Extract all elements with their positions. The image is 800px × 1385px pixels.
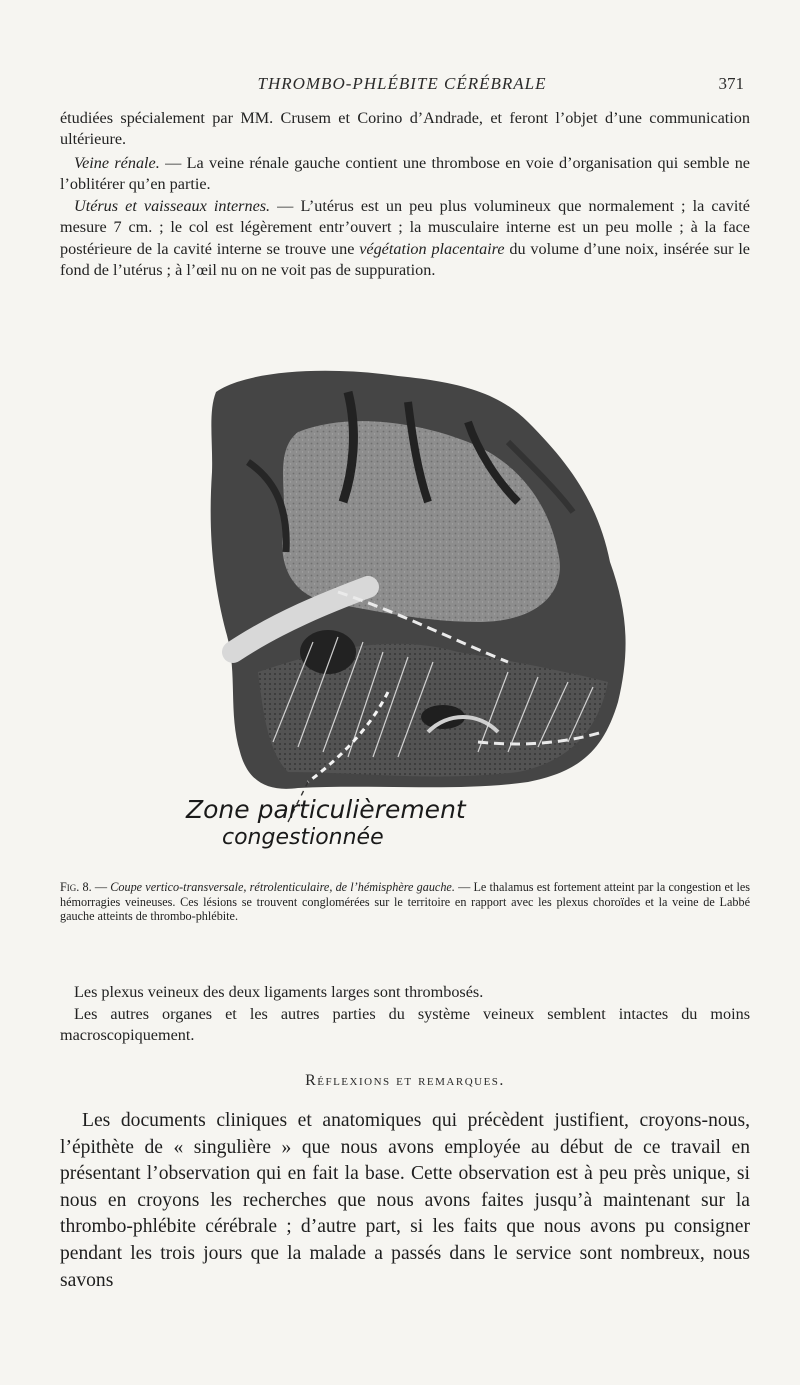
running-title: THROMBO-PHLÉBITE CÉRÉBRALE: [257, 74, 547, 93]
paragraph-plexus: [60, 982, 750, 1003]
reflexions-text: Les documents cliniques et anatomiques qui précèdent justifient, croyons-nous, l’épithète de « singulière » que nous avons employée au début de ce travail en présentant l’observation qui en fait la base. Cette observation est à peu près unique, si nous en croyons les recherches que nous avons faites jusqu’à maintenant sur la thrombo-phlébite cérébrale ; d’autre part, si les faits que nous avons pu consigner pendant les trois jours que la malade a passés dans le service sont nombreux, nous savons: [60, 1110, 750, 1291]
caption-label: Fig. 8.: [60, 880, 92, 894]
paragraph-intro-text: étudiées spécialement par MM. Crusem et Corino d’Andrade, et feront l’objet d’une communication ultérieure.: [60, 109, 750, 149]
paragraph-uterus: [60, 196, 750, 281]
uterus-heading: Utérus et vaisseaux internes.: [74, 197, 271, 215]
section-title: Réflexions et remarques.: [305, 1072, 505, 1089]
veine-renale-heading: Veine rénale.: [74, 154, 160, 172]
page-header: [60, 74, 744, 96]
figure-label-line2: congestionnée: [222, 825, 384, 850]
brain-section-figure: [178, 352, 634, 858]
paragraph-intro: [60, 108, 750, 151]
uterus-text-end: du volume d’une noix, insérée sur le fond de l’utérus ; à l’œil nu on ne voit pas de suppuration.: [60, 239, 750, 279]
figure-caption: Fig. 8. — Coupe vertico-transversale, rétrolenticulaire, de l’hémisphère gauche. — Le thalamus est fortement atteint par la congestion et les hémorragies veineuses. Ces lésions se trouvent conglomérées sur le territoire en rapport avec les plexus choroïdes et la veine de Labbé gauche atteints de thrombo-phlébite.: [60, 880, 751, 924]
paragraph-autres-organes: [60, 1004, 750, 1047]
veine-renale-text: — La veine rénale gauche contient une thrombose en voie d’organisation qui semble ne l’oblitérer qu’en partie.: [60, 154, 750, 194]
paragraph-veine-renale: [60, 153, 750, 196]
paragraph-reflexions: [60, 1108, 750, 1294]
uterus-text: — L’utérus est un peu plus volumineux que normalement ; la cavité mesure 7 cm. ; le col est légèrement entr’ouvert ; la musculaire interne est un peu molle ; à la face postérieure de la cavité interne se trouve une: [60, 197, 750, 258]
page-number: 371: [718, 74, 744, 93]
caption-title: Coupe vertico-transversale, rétrolenticulaire, de l’hémisphère gauche.: [110, 880, 455, 894]
vegetation-placentaire-term: végétation placentaire: [359, 239, 505, 258]
autres-organes-text: Les autres organes et les autres parties du système veineux semblent intactes du moins macroscopiquement.: [60, 1005, 750, 1045]
brain-section-illustration: [178, 352, 634, 858]
caption-text: — Le thalamus est fortement atteint par la congestion et les hémorragies veineuses. Ces lésions se trouvent conglomérées sur le territoire en rapport avec les plexus choroïdes et la veine de Labbé gauche atteints de thrombo-phlébite.: [60, 880, 751, 924]
figure-label-line1: Zone particulièrement: [186, 795, 466, 824]
plexus-text: Les plexus veineux des deux ligaments larges sont thrombosés.: [74, 983, 484, 1001]
